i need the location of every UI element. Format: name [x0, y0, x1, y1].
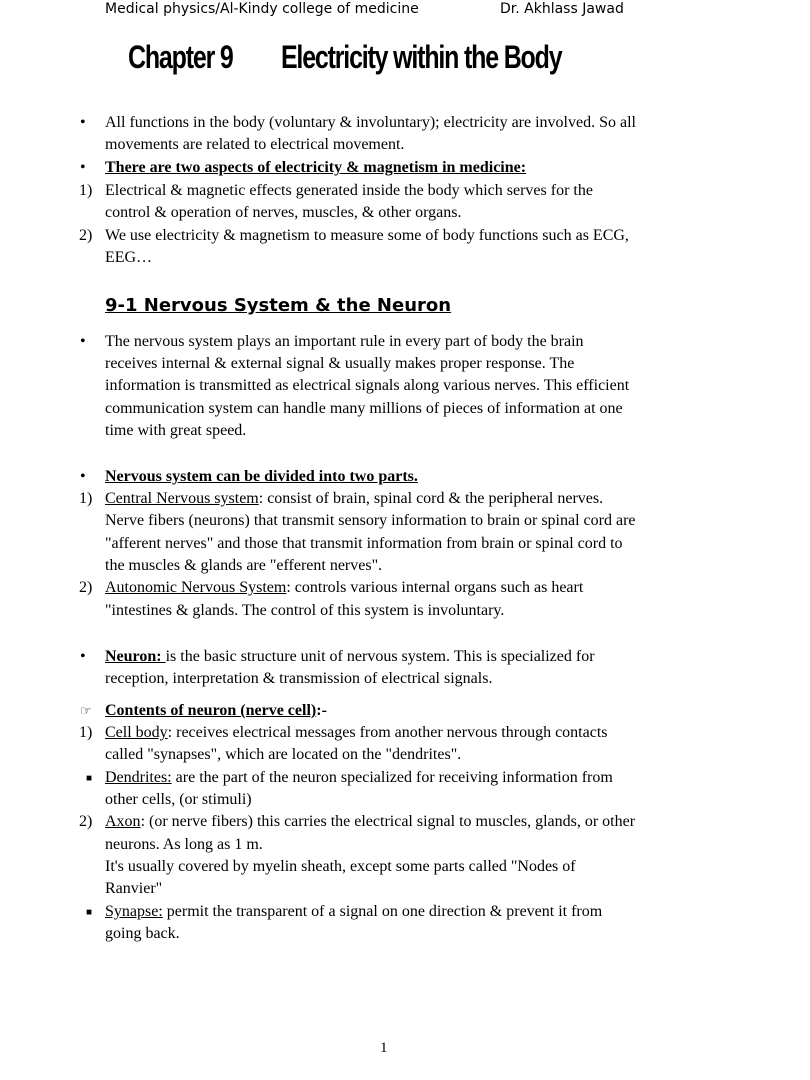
- synapse-term: Synapse:: [105, 903, 163, 920]
- axon-term: Axon: [105, 813, 141, 830]
- nervous-line-5: time with great speed.: [105, 422, 247, 439]
- number-marker: 1): [79, 724, 93, 741]
- dendrites-term: Dendrites:: [105, 769, 172, 786]
- pointing-hand-icon: ☞: [80, 703, 92, 718]
- dendrites-line-2: other cells, (or stimuli): [105, 791, 252, 808]
- contents-heading-text: Contents of neuron (nerve cell): [105, 702, 317, 719]
- aspects-heading: There are two aspects of electricity & magnetism in medicine:: [105, 159, 527, 176]
- bullet-marker: •: [80, 333, 86, 350]
- axon-line-3: It's usually covered by myelin sheath, except some parts called "Nodes of: [105, 858, 576, 875]
- cns-line-1-rest: : consist of brain, spinal cord & the peripheral nerves.: [258, 490, 604, 507]
- nervous-line-4: communication system can handle many millions of pieces of information at one: [105, 400, 623, 417]
- nervous-line-2: receives internal & external signal & usually makes proper response. The: [105, 355, 575, 372]
- number-marker: 2): [79, 579, 93, 596]
- neuron-line-2: reception, interpretation & transmission of electrical signals.: [105, 670, 493, 687]
- divided-heading: Nervous system can be divided into two parts.: [105, 468, 418, 485]
- dendrites-line-1: [105, 767, 613, 790]
- cell-body-term: Cell body: [105, 724, 168, 741]
- chapter-number: Chapter 9: [128, 39, 233, 75]
- bullet-marker: •: [80, 648, 86, 665]
- cns-line-2: Nerve fibers (neurons) that transmit sensory information to brain or spinal cord are: [105, 512, 636, 529]
- aspect-2-line-1: We use electricity & magnetism to measure some of body functions such as ECG,: [105, 227, 629, 244]
- number-marker: 1): [79, 490, 93, 507]
- number-marker: 2): [79, 227, 93, 244]
- square-bullet-icon: ■: [86, 907, 93, 918]
- ans-term: Autonomic Nervous System: [105, 579, 287, 596]
- running-header-left: Medical physics/Al-Kindy college of medicine: [105, 1, 419, 17]
- running-header-right: Dr. Akhlass Jawad: [500, 1, 624, 17]
- neuron-line-1: [105, 646, 595, 669]
- bullet-marker: •: [80, 468, 86, 485]
- synapse-line-2: going back.: [105, 925, 180, 942]
- axon-line-2: neurons. As long as 1 m.: [105, 836, 263, 853]
- nervous-line-3: information is transmitted as electrical signals along various nerves. This efficient: [105, 377, 630, 394]
- synapse-line-1: [105, 901, 602, 924]
- cell-body-line-1: [105, 722, 608, 745]
- cns-term: Central Nervous system: [105, 490, 259, 507]
- ans-line-2: "intestines & glands. The control of this system is involuntary.: [105, 602, 505, 619]
- cns-line-1: [105, 488, 603, 511]
- aspect-1-line-2: control & operation of nerves, muscles, & other organs.: [105, 204, 462, 221]
- ans-line-1-rest: : controls various internal organs such as heart: [286, 579, 584, 596]
- axon-line-1-rest: : (or nerve fibers) this carries the electrical signal to muscles, glands, or other: [140, 813, 636, 830]
- section-heading: 9-1 Nervous System & the Neuron: [105, 295, 452, 316]
- intro-line-2: movements are related to electrical movement.: [105, 136, 405, 153]
- cell-body-line-2: called "synapses", which are located on the "dendrites".: [105, 746, 462, 763]
- neuron-term: Neuron:: [105, 648, 166, 665]
- contents-heading-suffix: :-: [316, 702, 327, 719]
- aspect-2-line-2: EEG…: [105, 249, 153, 266]
- cns-line-4: the muscles & glands are "efferent nerves".: [105, 557, 383, 574]
- bullet-marker: •: [80, 159, 86, 176]
- contents-heading: [105, 700, 327, 723]
- nervous-line-1: The nervous system plays an important rule in every part of body the brain: [105, 333, 584, 350]
- synapse-line-1-rest: permit the transparent of a signal on one direction & prevent it from: [162, 903, 603, 920]
- axon-line-4: Ranvier": [105, 880, 163, 897]
- chapter-name: Electricity within the Body: [280, 39, 562, 75]
- square-bullet-icon: ■: [86, 773, 93, 784]
- number-marker: 1): [79, 182, 93, 199]
- chapter-title: [128, 33, 561, 81]
- cns-line-3: "afferent nerves" and those that transmit information from brain or spinal cord to: [105, 535, 623, 552]
- axon-line-1: [105, 811, 635, 834]
- neuron-line-1-rest: is the basic structure unit of nervous system. This is specialized for: [165, 648, 595, 665]
- intro-line-1: All functions in the body (voluntary & involuntary); electricity are involved. So all: [105, 114, 636, 131]
- ans-line-1: [105, 577, 583, 600]
- number-marker: 2): [79, 813, 93, 830]
- page-number: 1: [380, 1040, 388, 1056]
- dendrites-line-1-rest: are the part of the neuron specialized for receiving information from: [171, 769, 613, 786]
- cell-body-line-1-rest: : receives electrical messages from another nervous through contacts: [167, 724, 608, 741]
- aspect-1-line-1: Electrical & magnetic effects generated inside the body which serves for the: [105, 182, 593, 199]
- bullet-marker: •: [80, 114, 86, 131]
